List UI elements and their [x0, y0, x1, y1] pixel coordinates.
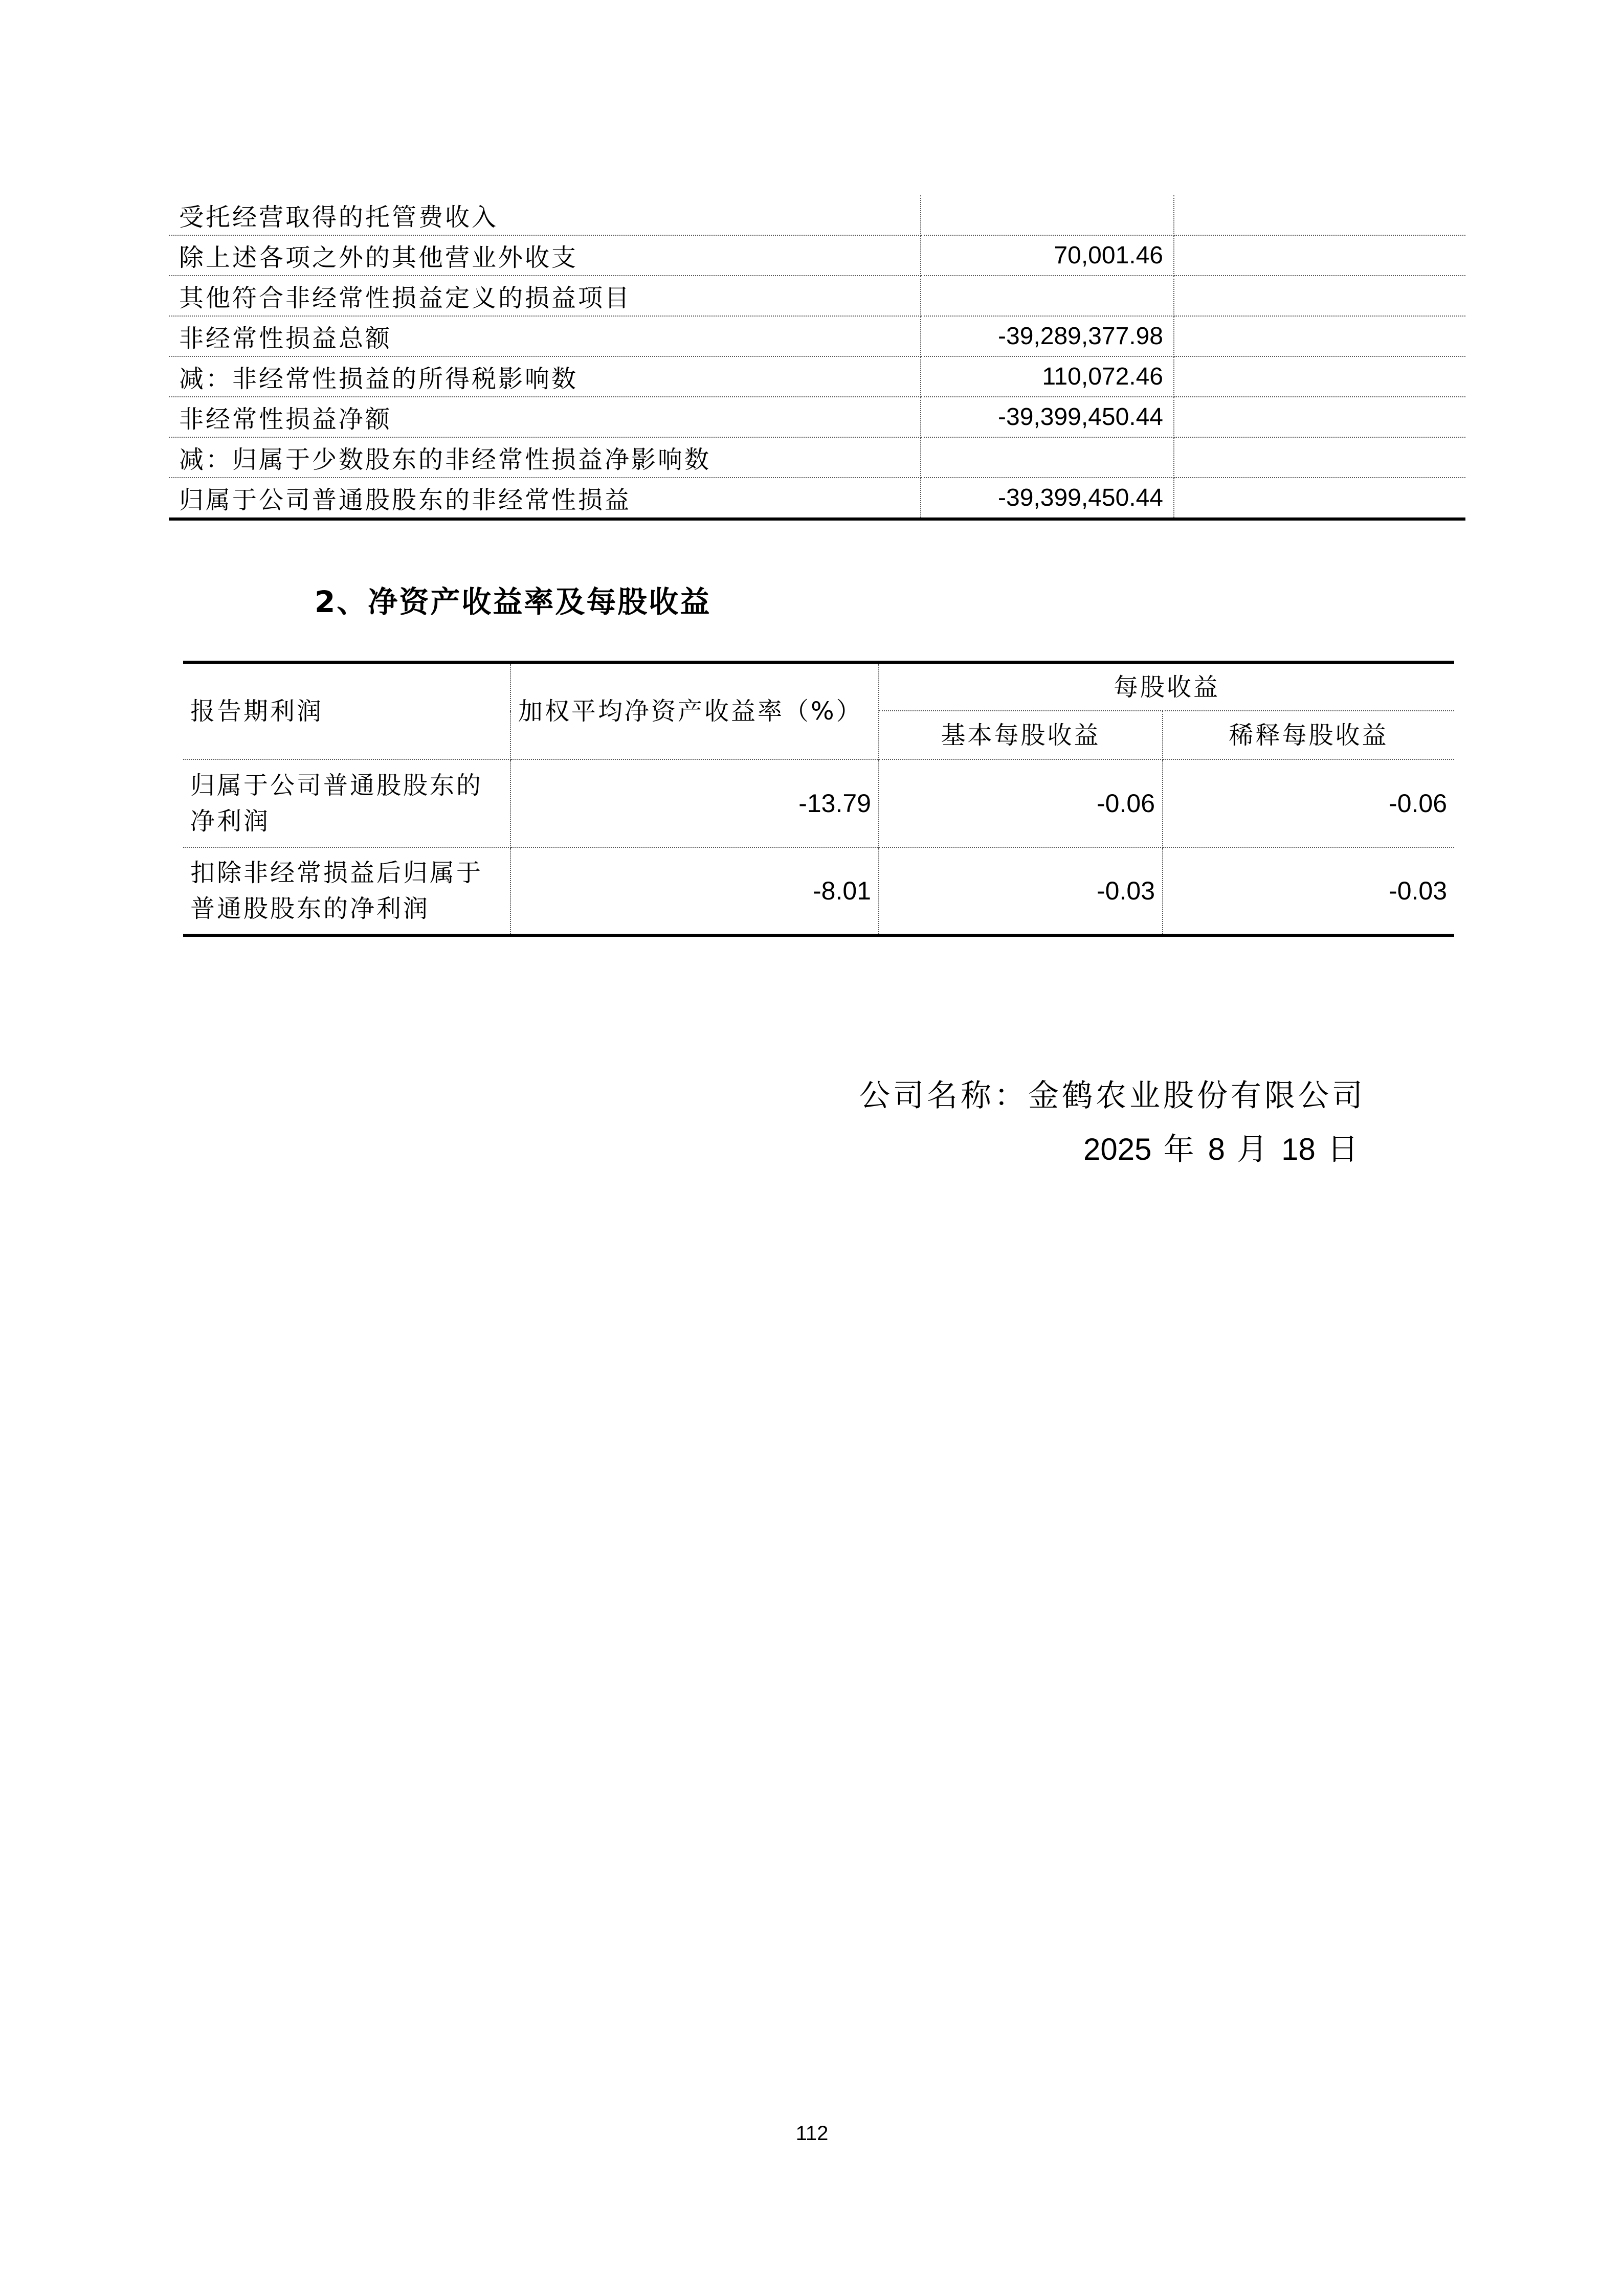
- item-amount: -39,289,377.98: [921, 316, 1174, 356]
- table-row: [183, 847, 1454, 935]
- item-label: 非经常性损益总额: [169, 316, 921, 356]
- section-heading: 2、净资产收益率及每股收益: [315, 584, 711, 619]
- table-row: [169, 235, 1465, 276]
- date-year: 2025: [1083, 1132, 1152, 1166]
- roe-eps-table: [183, 661, 1454, 937]
- item-note: [1174, 276, 1465, 316]
- item-label: 除上述各项之外的其他营业外收支: [169, 235, 921, 276]
- item-amount: -39,399,450.44: [921, 478, 1174, 519]
- item-label: 减：归属于少数股东的非经常性损益净影响数: [169, 437, 921, 478]
- table-row: [169, 478, 1465, 519]
- date-month-unit: 月: [1237, 1132, 1270, 1167]
- table-row: [183, 759, 1454, 847]
- item-amount: [921, 276, 1174, 316]
- item-label: 受托经营取得的托管费收入: [169, 195, 921, 235]
- item-amount: [921, 195, 1174, 235]
- header-basic-eps: 基本每股收益: [879, 711, 1163, 759]
- header-weighted-roe: 加权平均净资产收益率（%）: [510, 662, 879, 759]
- header-period-profit: 报告期利润: [183, 662, 510, 759]
- company-name: 公司名称：金鹤农业股份有限公司: [859, 1078, 1366, 1114]
- row-diluted-eps: -0.06: [1163, 759, 1454, 847]
- item-note: [1174, 316, 1465, 356]
- item-note: [1174, 356, 1465, 397]
- date-day-unit: 日: [1327, 1132, 1360, 1167]
- table-row: [169, 397, 1465, 437]
- item-amount: 110,072.46: [921, 356, 1174, 397]
- row-basic-eps: -0.03: [879, 847, 1163, 935]
- date-year-unit: 年: [1163, 1132, 1196, 1167]
- row-diluted-eps: -0.03: [1389, 876, 1448, 905]
- item-note: [1174, 195, 1465, 235]
- item-amount: 70,001.46: [921, 235, 1174, 276]
- non-recurring-items-table: [169, 195, 1465, 521]
- row-label: 扣除非经常损益后归属于普通股股东的净利润: [183, 847, 510, 935]
- item-label: 非经常性损益净额: [169, 397, 921, 437]
- item-amount: -39,399,450.44: [921, 397, 1174, 437]
- page-number: 112: [795, 2122, 829, 2145]
- row-roe: -8.01: [510, 847, 879, 935]
- row-label: 归属于公司普通股股东的净利润: [183, 759, 510, 847]
- item-amount: [921, 437, 1174, 478]
- item-label: 归属于公司普通股股东的非经常性损益: [169, 478, 921, 519]
- table-row: [169, 276, 1465, 316]
- signature-date: [1083, 1125, 1360, 1169]
- item-note: [1174, 437, 1465, 478]
- item-label: 减：非经常性损益的所得税影响数: [169, 356, 921, 397]
- date-day: 18: [1281, 1132, 1316, 1166]
- table-row: [169, 437, 1465, 478]
- table-row: [169, 356, 1465, 397]
- header-diluted-eps: 稀释每股收益: [1163, 711, 1454, 759]
- table-row: [169, 316, 1465, 356]
- item-note: [1174, 478, 1465, 519]
- item-label: 其他符合非经常性损益定义的损益项目: [169, 276, 921, 316]
- item-note: [1174, 235, 1465, 276]
- row-basic-eps: -0.06: [879, 759, 1163, 847]
- table-row: [169, 195, 1465, 235]
- row-roe: -13.79: [510, 759, 879, 847]
- item-note: [1174, 397, 1465, 437]
- header-eps-group: 每股收益: [879, 662, 1454, 711]
- date-month: 8: [1208, 1132, 1226, 1166]
